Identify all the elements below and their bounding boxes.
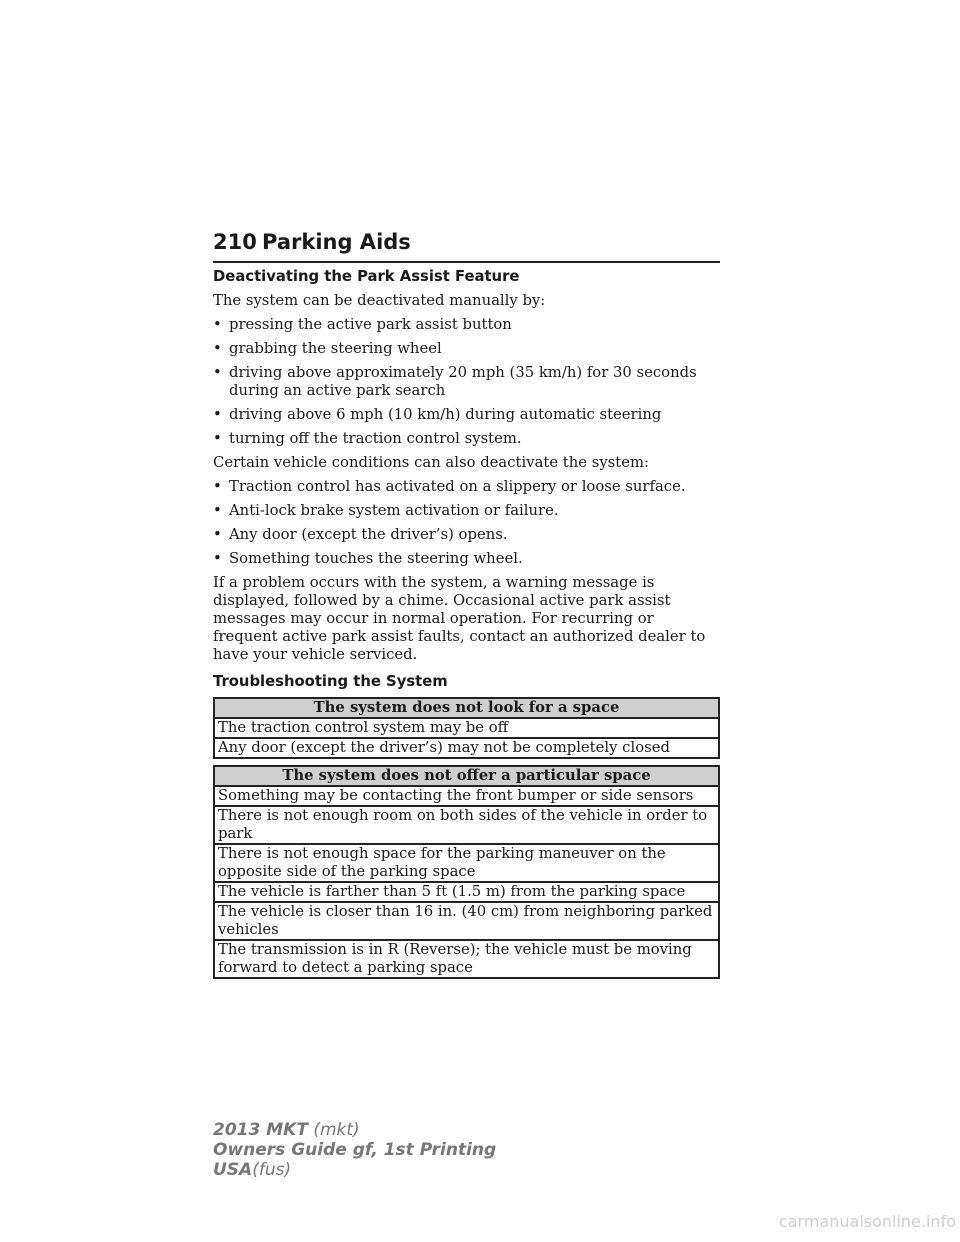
watermark-text: carmanualsonline.info	[778, 1212, 956, 1231]
list-item: • Any door (except the driver’s) opens.	[213, 526, 508, 543]
list-item: • Anti-lock brake system activation or failure.	[213, 502, 559, 519]
list-item: • Traction control has activated on a slippery or loose surface.	[213, 478, 686, 495]
bullet-icon: •	[213, 316, 222, 333]
table-row: The vehicle is closer than 16 in. (40 cm) from neighboring parked vehicles	[214, 902, 719, 940]
list-item: • pressing the active park assist button	[213, 316, 512, 333]
table-row: The transmission is in R (Reverse); the vehicle must be moving forward to detect a parking space	[214, 940, 719, 978]
troubleshooting-heading: Troubleshooting the System	[213, 673, 448, 690]
table-row: There is not enough room on both sides of the vehicle in order to park	[214, 806, 719, 844]
bullet-icon: •	[213, 526, 222, 543]
model-code: (mkt)	[313, 1120, 360, 1140]
page-header	[213, 230, 720, 263]
bullet-icon: •	[213, 478, 222, 495]
troubleshooting-table-no-search	[213, 697, 720, 759]
bullet-icon: •	[213, 364, 222, 381]
bullet-icon: •	[213, 406, 222, 423]
bullet-icon: •	[213, 430, 222, 447]
market-label: USA	[213, 1160, 253, 1180]
warning-paragraph: If a problem occurs with the system, a warning message is displayed, followed by a chime. Occasional active park assist messages may occur in normal operation. For recurring or frequent active park assist faults, contact an authorized dealer to have your vehicle serviced.	[213, 574, 706, 663]
deactivating-heading: Deactivating the Park Assist Feature	[213, 268, 520, 285]
bullet-icon: •	[213, 550, 222, 567]
table-row: Any door (except the driver’s) may not be completely closed	[214, 738, 719, 758]
print-info-footer	[213, 1120, 496, 1180]
troubleshooting-table-no-offer	[213, 765, 720, 979]
guide-edition: Owners Guide gf, 1st Printing	[213, 1140, 497, 1160]
conditions-intro: Certain vehicle conditions can also deactivate the system:	[213, 454, 649, 471]
table-row: The vehicle is farther than 5 ft (1.5 m) from the parking space	[214, 882, 719, 902]
bullet-icon: •	[213, 502, 222, 519]
list-item: • driving above approximately 20 mph (35 km/h) for 30 seconds during an active park search	[213, 364, 697, 399]
table-header: The system does not offer a particular space	[214, 766, 719, 786]
table-row: Something may be contacting the front bumper or side sensors	[214, 786, 719, 806]
list-item: • turning off the traction control system.	[213, 430, 522, 447]
table-header: The system does not look for a space	[214, 698, 719, 718]
market-code: (fus)	[252, 1160, 292, 1180]
page-number: 210	[213, 230, 257, 254]
table-row: There is not enough space for the parking maneuver on the opposite side of the parking space	[214, 844, 719, 882]
list-item: • driving above 6 mph (10 km/h) during automatic steering	[213, 406, 662, 423]
list-item: • Something touches the steering wheel.	[213, 550, 523, 567]
list-item: • grabbing the steering wheel	[213, 340, 442, 357]
table-row: The traction control system may be off	[214, 718, 719, 738]
bullet-icon: •	[213, 340, 222, 357]
section-title: Parking Aids	[262, 230, 411, 254]
deactivation-list	[213, 316, 720, 448]
page-content	[213, 268, 720, 985]
model-label: 2013 MKT	[213, 1120, 308, 1140]
deactivating-intro: The system can be deactivated manually by:	[213, 292, 546, 309]
conditions-list	[213, 478, 720, 568]
